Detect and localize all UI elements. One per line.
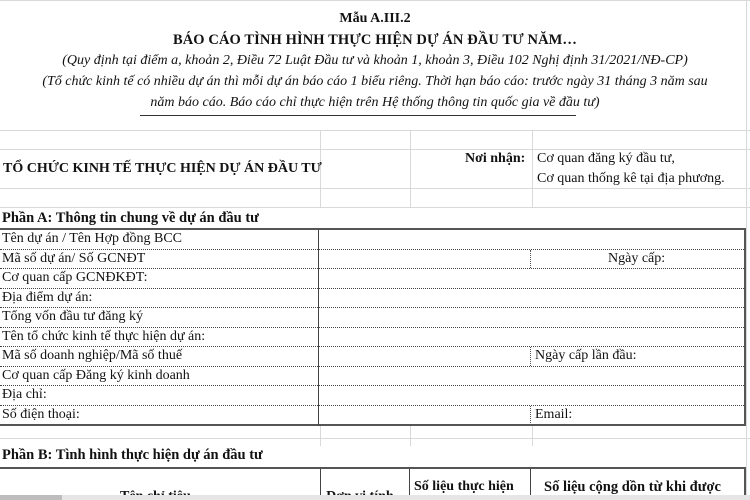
gridline: [532, 130, 533, 208]
gridline: [0, 438, 750, 439]
part-a-table: [0, 228, 746, 426]
gridline: [0, 130, 750, 131]
form-code: Mẫu A.III.2: [339, 11, 411, 26]
field-label: Tên dự án / Tên Hợp đồng BCC: [2, 231, 182, 246]
header-underline: [140, 115, 576, 116]
recipient-item: Cơ quan thống kê tại địa phương.: [537, 171, 725, 186]
table-row[interactable]: [0, 386, 744, 406]
column-divider: [530, 406, 531, 426]
column-divider: [530, 347, 531, 366]
table-row[interactable]: [0, 367, 744, 387]
table-row[interactable]: [0, 328, 744, 348]
legal-basis: (Quy định tại điểm a, khoản 2, Điều 72 Luật Đầu tư và khoản 1, khoản 3, Điều 102 Nghị định 31/2021/NĐ-CP): [62, 53, 688, 68]
report-title: BÁO CÁO TÌNH HÌNH THỰC HIỆN DỰ ÁN ĐẦU TƯ NĂM…: [172, 32, 578, 48]
gridline: [320, 426, 321, 446]
column-divider: [530, 250, 531, 269]
field-label: Tên tổ chức kinh tế thực hiện dự án:: [2, 328, 206, 344]
organization-title: TỔ CHỨC KINH TẾ THỰC HIỆN DỰ ÁN ĐẦU TƯ: [3, 161, 322, 176]
column-header-cumulative-data: Số liệu cộng dồn từ khi được: [544, 479, 721, 495]
gridline: [410, 426, 411, 446]
field-label-first-issue-date: Ngày cấp lần đầu:: [535, 348, 637, 363]
field-label: Số điện thoại:: [2, 406, 80, 422]
field-label: Địa chỉ:: [2, 387, 47, 402]
field-label-issue-date: Ngày cấp:: [608, 250, 666, 266]
field-label: Mã số dự án/ Số GCNĐT: [2, 250, 146, 266]
gridline: [0, 188, 750, 189]
column-header-actual-data: Số liệu thực hiện: [414, 479, 514, 494]
part-a-title: Phần A: Thông tin chung về dự án đầu tư: [2, 210, 259, 226]
table-row[interactable]: [0, 269, 744, 289]
field-label: Cơ quan cấp GCNĐKĐT:: [2, 270, 148, 285]
recipient-item: Cơ quan đăng ký đầu tư,: [537, 151, 675, 166]
table-row[interactable]: [0, 347, 744, 367]
field-label: Cơ quan cấp Đăng ký kinh doanh: [2, 367, 190, 383]
horizontal-scrollbar[interactable]: [0, 495, 750, 500]
scrollbar-thumb[interactable]: [0, 495, 62, 500]
gridline: [0, 207, 750, 208]
field-label: Tổng vốn đầu tư đăng ký: [2, 309, 143, 324]
gridline: [0, 0, 750, 1]
table-row[interactable]: [0, 289, 744, 309]
gridline: [410, 130, 411, 208]
field-label: Mã số doanh nghiệp/Mã số thuế: [2, 348, 183, 363]
table-row[interactable]: [0, 230, 744, 250]
gridline: [0, 149, 750, 150]
part-b-title: Phần B: Tình hình thực hiện dự án đầu tư: [2, 447, 263, 463]
recipient-label: Nơi nhận:: [465, 151, 526, 166]
gridline: [532, 426, 533, 446]
field-label: Địa điểm dự án:: [2, 289, 93, 305]
report-note-line-2: năm báo cáo. Báo cáo chỉ thực hiện trên Hệ thống thông tin quốc gia về đầu tư): [150, 95, 600, 110]
report-note-line-1: (Tổ chức kinh tế có nhiều dự án thì mỗi dự án báo cáo 1 biểu riêng. Thời hạn báo cáo: trước ngày 31 tháng 3 năm sau: [42, 74, 708, 89]
field-label-email: Email:: [535, 406, 573, 422]
table-row[interactable]: [0, 308, 744, 328]
table-row[interactable]: [0, 250, 744, 270]
table-row[interactable]: [0, 406, 744, 426]
